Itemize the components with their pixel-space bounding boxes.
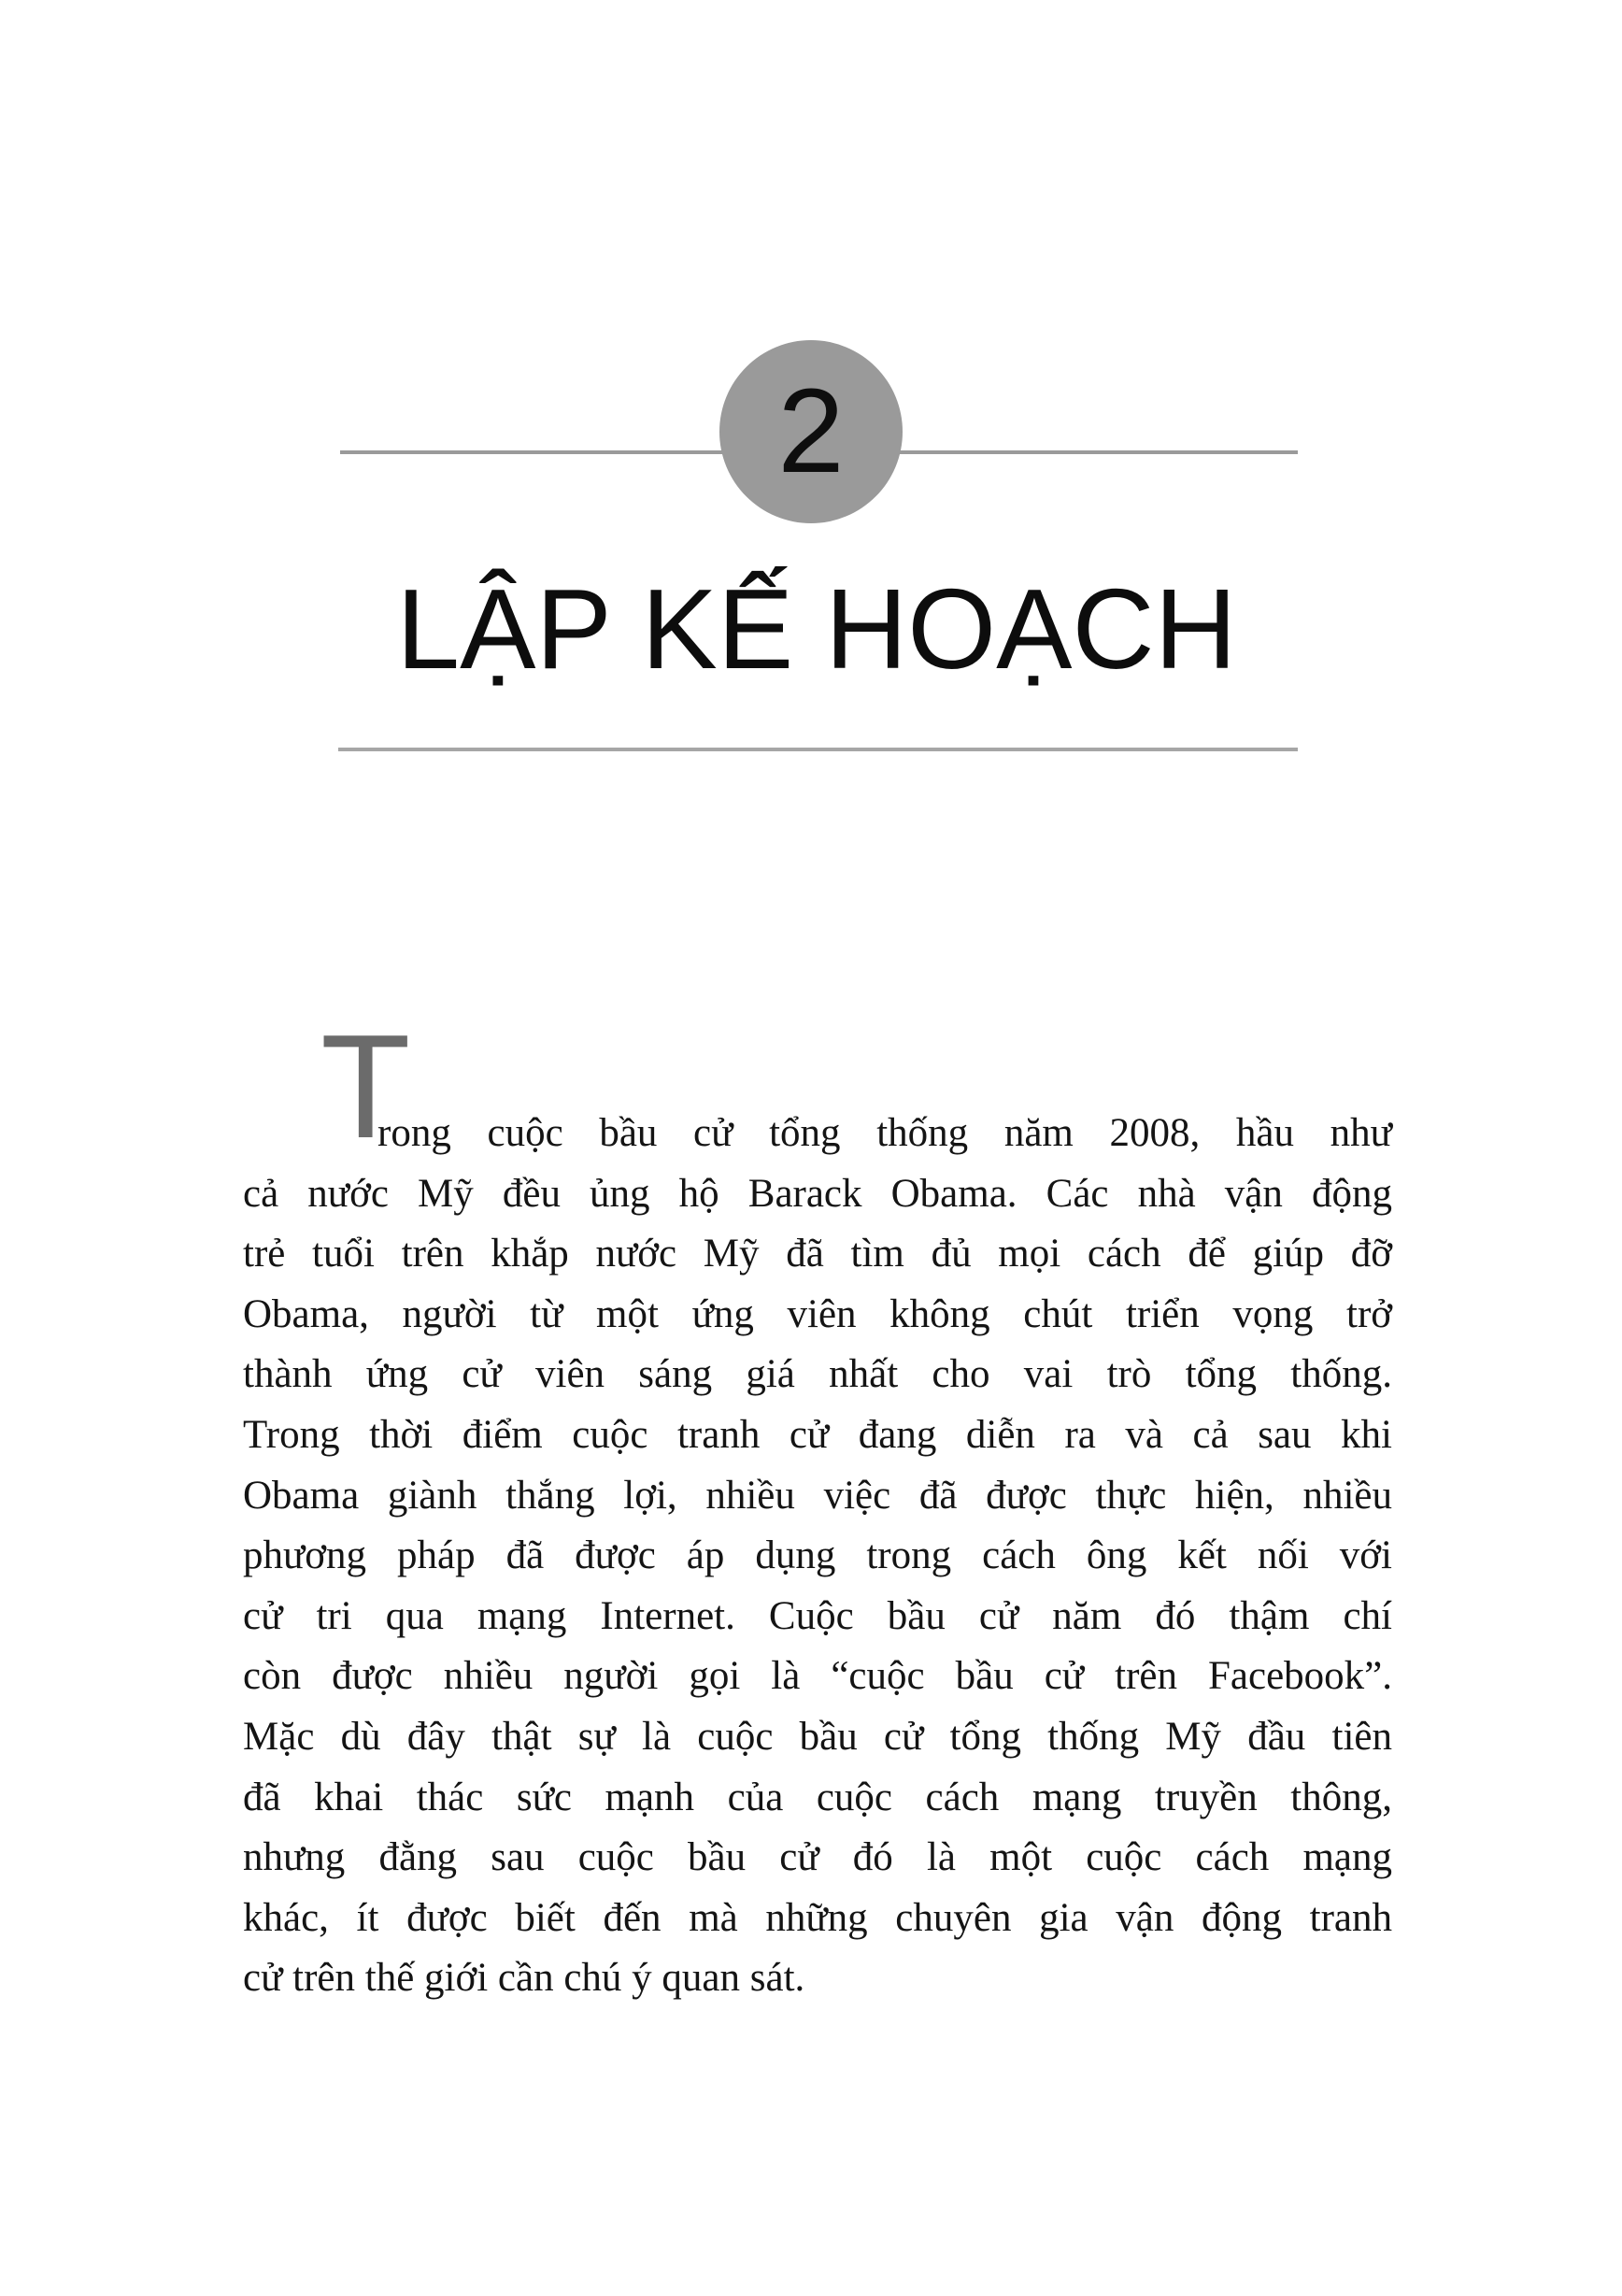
chapter-title: LẬP KẾ HOẠCH	[396, 565, 1237, 692]
paragraph-line: còn được nhiều người gọi là “cuộc bầu cử trên Facebook”.	[243, 1654, 1392, 1699]
paragraph-line: trẻ tuổi trên khắp nước Mỹ đã tìm đủ mọi cách để giúp đỡ	[243, 1232, 1392, 1276]
paragraph-line: phương pháp đã được áp dụng trong cách ông kết nối với	[243, 1533, 1392, 1578]
paragraph-line: cử trên thế giới cần chú ý quan sát.	[243, 1956, 805, 2001]
chapter-number-badge	[719, 340, 903, 523]
paragraph-line: đã khai thác sức mạnh của cuộc cách mạng truyền thông,	[243, 1775, 1392, 1819]
dropcap-letter: T	[320, 1005, 411, 1169]
paragraph-line: rong cuộc bầu cử tổng thống năm 2008, hầu như	[377, 1111, 1392, 1155]
title-underline-rule	[338, 748, 1298, 751]
paragraph-line: cả nước Mỹ đều ủng hộ Barack Obama. Các nhà vận động	[243, 1171, 1392, 1216]
paragraph-line: Trong thời điểm cuộc tranh cử đang diễn ra và cả sau khi	[243, 1412, 1392, 1457]
paragraph-line: thành ứng cử viên sáng giá nhất cho vai trò tổng thống.	[243, 1352, 1392, 1397]
paragraph-line: Mặc dù đây thật sự là cuộc bầu cử tổng thống Mỹ đầu tiên	[243, 1714, 1392, 1759]
paragraph-line: cử tri qua mạng Internet. Cuộc bầu cử năm đó thậm chí	[243, 1593, 1392, 1638]
paragraph-line: nhưng đằng sau cuộc bầu cử đó là một cuộc cách mạng	[243, 1835, 1392, 1880]
paragraph-line: Obama giành thắng lợi, nhiều việc đã được thực hiện, nhiều	[243, 1473, 1392, 1518]
paragraph-line: Obama, người từ một ứng viên không chút triển vọng trở	[243, 1291, 1392, 1336]
paragraph-line: khác, ít được biết đến mà những chuyên gia vận động tranh	[243, 1895, 1392, 1940]
chapter-number: 2	[777, 364, 845, 498]
body-paragraph	[243, 1005, 1392, 2009]
